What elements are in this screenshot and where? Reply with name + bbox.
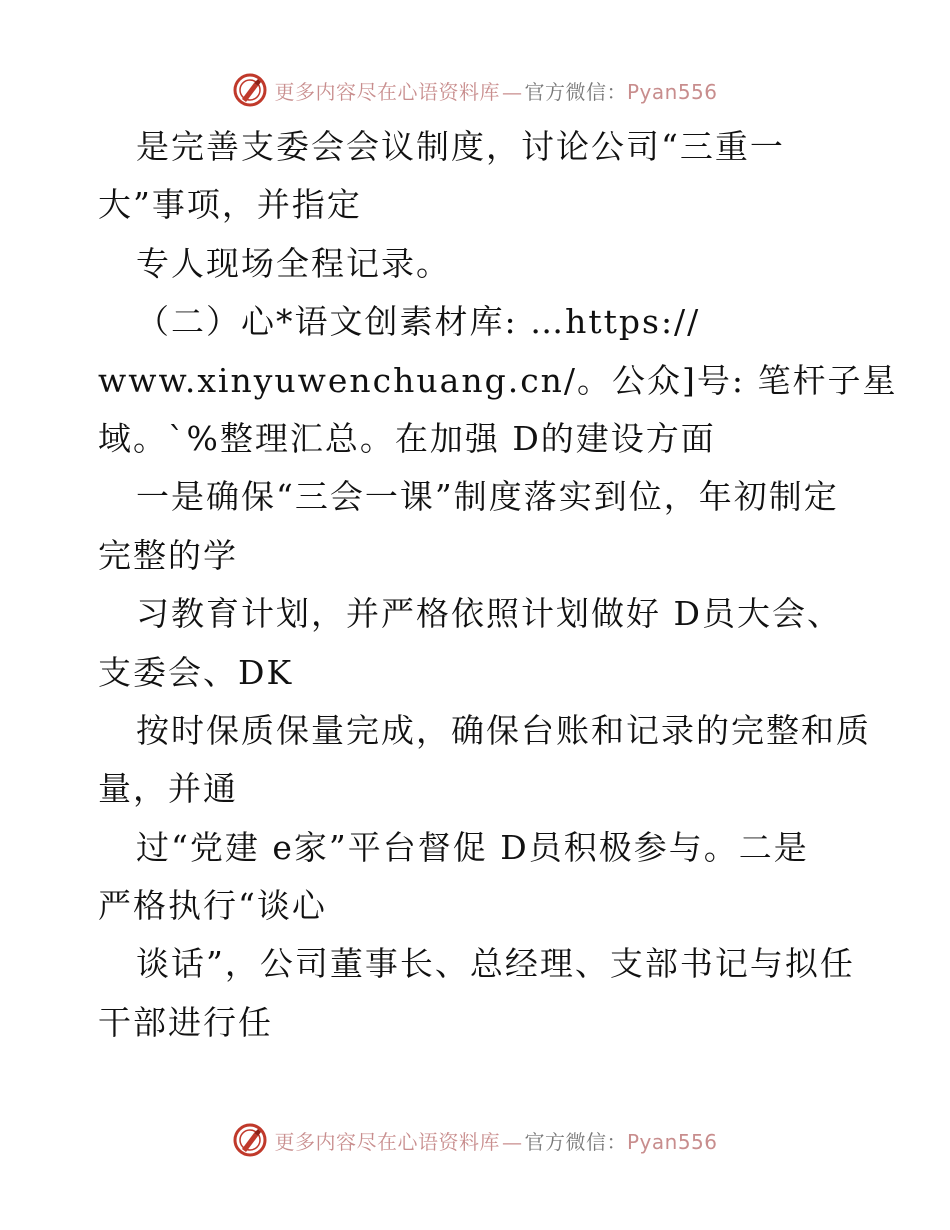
header-watermark-text [274, 76, 717, 105]
footer-site-name: 更多内容尽在心语资料库 [274, 1129, 500, 1154]
header-watermark [0, 70, 950, 110]
header-handle: Pyan556 [626, 79, 718, 104]
body-line: 一是确保“三会一课”制度落实到位，年初制定 [136, 477, 839, 517]
footer-official-label: 官方微信： [524, 1129, 627, 1154]
body-line: 域。`%整理汇总。在加强 D的建设方面 [98, 418, 716, 458]
footer-watermark [0, 1120, 950, 1160]
header-dash: — [501, 79, 523, 104]
body-line: （二）心*语文创素材库: …https:// [136, 302, 701, 342]
body-line: www.xinyuwenchuang.cn/。公众]号: 笔杆子星 [98, 360, 898, 400]
body-line: 习教育计划，并严格依照计划做好 D员大会、 [136, 594, 842, 634]
body-line: 干部进行任 [98, 1002, 273, 1042]
body-line: 严格执行“谈心 [98, 886, 327, 926]
header-official-label: 官方微信： [524, 79, 627, 104]
body-line: 过“党建 e家”平台督促 D员积极参与。二是 [136, 827, 809, 867]
body-line: 大”事项，并指定 [98, 185, 362, 225]
footer-watermark-text [274, 1126, 717, 1155]
pen-seal-logo-icon [232, 1122, 268, 1158]
body-line: 谈话”，公司董事长、总经理、支部书记与拟任 [136, 944, 855, 984]
footer-handle: Pyan556 [626, 1129, 718, 1154]
body-line: 是完善支委会会议制度，讨论公司“三重一 [136, 127, 785, 166]
body-line: 专人现场全程记录。 [136, 243, 451, 283]
pen-seal-logo-icon [232, 72, 268, 108]
footer-dash: — [501, 1129, 523, 1154]
body-line: 量，并通 [98, 769, 238, 809]
header-site-name: 更多内容尽在心语资料库 [274, 79, 500, 104]
document-body [98, 118, 898, 1052]
body-line: 按时保质保量完成，确保台账和记录的完整和质 [136, 710, 871, 750]
body-line: 完整的学 [98, 535, 238, 575]
body-line: 支委会、DK [98, 652, 294, 692]
